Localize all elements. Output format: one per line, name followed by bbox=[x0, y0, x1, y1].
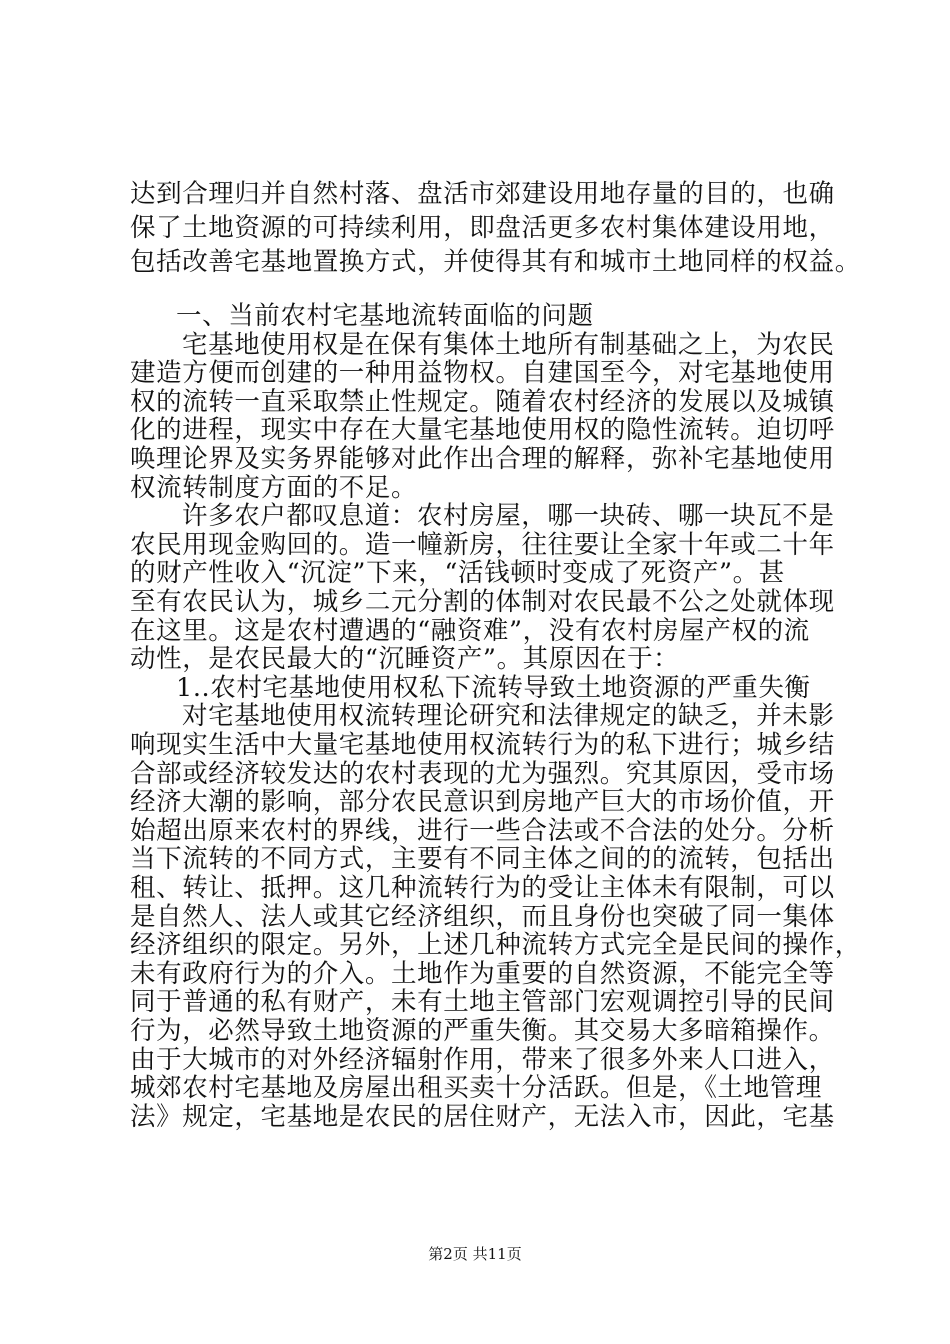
text-line: 响现实生活中大量宅基地使用权流转行为的私下进行；城乡结 bbox=[130, 730, 835, 760]
text-line: 对宅基地使用权流转理论研究和法律规定的缺乏，并未影 bbox=[182, 701, 835, 732]
subsection-heading: 1..农村宅基地使用权私下流转导致土地资源的严重失衡 bbox=[176, 672, 811, 703]
text-line: 宅基地使用权是在保有集体土地所有制基础之上，为农民 bbox=[182, 329, 835, 360]
text-line: 保了土地资源的可持续利用，即盘活更多农村集体建设用地， bbox=[130, 213, 835, 243]
text-line: 行为，必然导致土地资源的严重失衡。其交易大多暗箱操作。 bbox=[130, 1016, 835, 1046]
text-line: 权的流转一直采取禁止性规定。随着农村经济的发展以及城镇 bbox=[130, 386, 835, 417]
text-line: 许多农户都叹息道：农村房屋，哪一块砖、哪一块瓦不是 bbox=[182, 501, 835, 532]
text-line: 法》规定，宅基地是农民的居住财产，无法入市，因此，宅基 bbox=[130, 1101, 835, 1132]
text-line: 唤理论界及实务界能够对此作出合理的解释，弥补宅基地使用 bbox=[130, 444, 835, 474]
text-line: 当下流转的不同方式，主要有不同主体之间的的流转，包括出 bbox=[130, 844, 835, 875]
text-line: 建造方便而创建的一种用益物权。自建国至今，对宅基地使用 bbox=[130, 358, 835, 389]
text-line: 城郊农村宅基地及房屋出租买卖十分活跃。但是，《土地管理 bbox=[130, 1073, 822, 1104]
text-line: 至有农民认为，城乡二元分割的体制对农民最不公之处就体现 bbox=[130, 587, 835, 617]
page-footer: 第2页 共11页 bbox=[428, 1245, 522, 1263]
text-line: 同于普通的私有财产，未有土地主管部门宏观调控引导的民间 bbox=[130, 987, 835, 1018]
text-line: 动性，是农民最大的“沉睡资产”。其原因在于： bbox=[130, 644, 680, 675]
text-line: 在这里。这是农村遭遇的“融资难”，没有农村房屋产权的流 bbox=[130, 615, 810, 646]
text-line: 未有政府行为的介入。土地作为重要的自然资源，不能完全等 bbox=[130, 958, 835, 989]
text-line: 租、转让、抵押。这几种流转行为的受让主体未有限制，可以 bbox=[130, 873, 835, 903]
section-heading: 一、当前农村宅基地流转面临的问题 bbox=[176, 301, 594, 331]
text-line: 包括改善宅基地置换方式，并使得其有和城市土地同样的权益。 bbox=[130, 247, 861, 277]
text-line: 达到合理归并自然村落、盘活市郊建设用地存量的目的，也确 bbox=[130, 179, 835, 209]
text-line: 化的进程，现实中存在大量宅基地使用权的隐性流转。迫切呼 bbox=[130, 415, 835, 446]
text-line: 经济大潮的影响，部分农民意识到房地产巨大的市场价值，开 bbox=[130, 787, 835, 818]
text-line: 经济组织的限定。另外，上述几种流转方式完全是民间的操作， bbox=[130, 930, 861, 961]
text-line: 合部或经济较发达的农村表现的尤为强烈。究其原因，受市场 bbox=[130, 758, 835, 789]
text-line: 始超出原来农村的界线，进行一些合法或不合法的处分。分析 bbox=[130, 815, 835, 846]
text-line: 由于大城市的对外经济辐射作用，带来了很多外来人口进入， bbox=[130, 1044, 835, 1075]
text-line: 农民用现金购回的。造一幢新房，往往要让全家十年或二十年 bbox=[130, 529, 835, 560]
text-line: 的财产性收入“沉淀”下来，“活钱顿时变成了死资产”。甚 bbox=[130, 558, 785, 589]
text-line: 权流转制度方面的不足。 bbox=[130, 472, 418, 503]
text-line: 是自然人、法人或其它经济组织，而且身份也突破了同一集体 bbox=[130, 901, 835, 932]
